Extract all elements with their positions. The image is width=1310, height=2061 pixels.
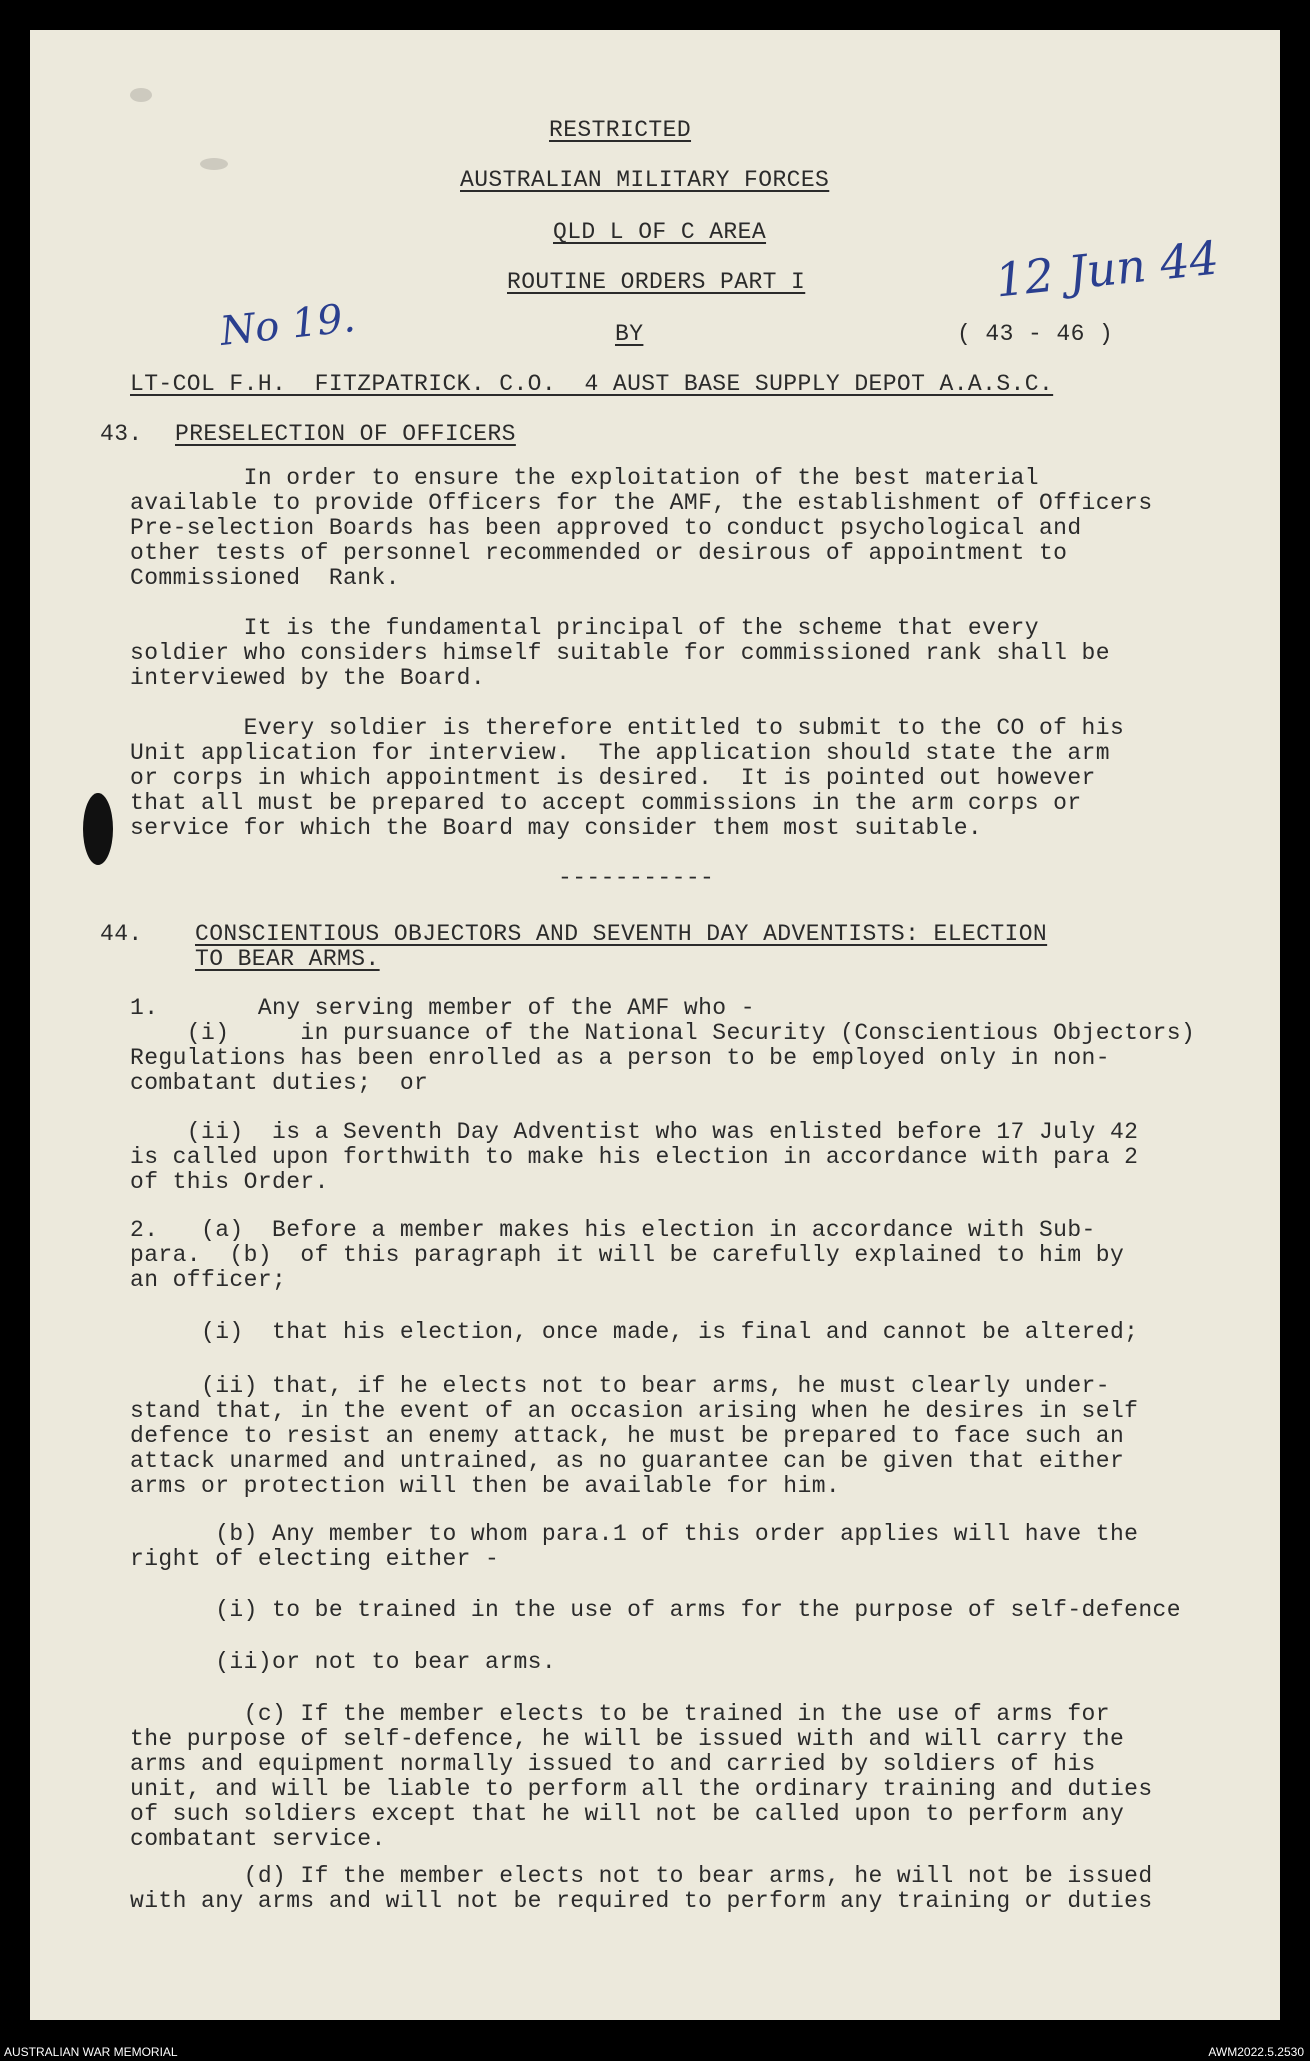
paragraph: (ii)or not to bear arms. — [130, 1649, 557, 1675]
paragraph: (d) If the member elects not to bear arms, he will not be issued with any arms and will not be required to perform any training or duties — [130, 1863, 1153, 1914]
handwritten-date: 12 Jun 44 — [992, 230, 1222, 308]
footer-id: AWM2022.5.2530 — [1208, 2045, 1304, 2059]
by-heading: BY — [615, 321, 644, 347]
section-43-number: 43. — [100, 421, 143, 447]
ink-mark — [200, 158, 228, 170]
paragraph: (b) Any member to whom para.1 of this order applies will have the right of electing either - — [130, 1521, 1139, 1572]
section-44-title: CONSCIENTIOUS OBJECTORS AND SEVENTH DAY ADVENTISTS: ELECTION — [195, 921, 1048, 947]
section-43-title: PRESELECTION OF OFFICERS — [175, 421, 516, 447]
paragraph: (ii) is a Seventh Day Adventist who was enlisted before 17 July 42 is called upon forthwith to make his election in accordance with para 2 of this Order. — [130, 1119, 1139, 1195]
document-page — [30, 30, 1280, 2020]
area-heading: QLD L OF C AREA — [553, 219, 767, 245]
paragraph: (i) that his election, once made, is final and cannot be altered; — [130, 1319, 1139, 1345]
footer-credit: AUSTRALIAN WAR MEMORIAL — [4, 2045, 178, 2059]
paragraph: In order to ensure the exploitation of the best material available to provide Officers for the AMF, the establishment of Officers Pre-selection Boards has been approved to conduct psychological and other tests of personnel recommended or desirous of appointment to Commissioned Rank. — [130, 465, 1153, 591]
section-divider: ----------- — [558, 865, 715, 891]
order-range: ( 43 - 46 ) — [957, 321, 1114, 347]
restricted-heading: RESTRICTED — [549, 117, 692, 143]
ink-blot — [83, 793, 113, 865]
paragraph: (ii) that, if he elects not to bear arms, he must clearly under- stand that, in the event of an occasion arising when he desires in self defence to resist an enemy attack, he must be prepared to face such an attack unarmed and untrained, as no guarantee can be given that either arms or protection will then be available for him. — [130, 1373, 1139, 1499]
paragraph: Every soldier is therefore entitled to submit to the CO of his Unit application for interview. The application should state the arm or corps in which appointment is desired. It is pointed out however that all must be prepared to accept commissions in the arm corps or service for which the Board may consider them most suitable. — [130, 715, 1125, 841]
paragraph: It is the fundamental principal of the scheme that every soldier who considers himself suitable for commissioned rank shall be interviewed by the Board. — [130, 615, 1110, 691]
paragraph: (c) If the member elects to be trained in the use of arms for the purpose of self-defence, he will be issued with and will carry the arms and equipment normally issued to and carried by soldiers of his unit, and will be liable to perform all the ordinary training and duties of such soldiers except that he will not be called upon to perform any combatant service. — [130, 1701, 1153, 1852]
paragraph: (i) to be trained in the use of arms for the purpose of self-defence — [130, 1597, 1181, 1623]
forces-heading: AUSTRALIAN MILITARY FORCES — [460, 167, 830, 193]
orders-heading: ROUTINE ORDERS PART I — [507, 269, 806, 295]
paragraph: 1. Any serving member of the AMF who - (i) in pursuance of the National Security (Conscientious Objectors) Regulations has been enrolled as a person to be employed only in non- combatant duties; or — [130, 995, 1196, 1096]
commander-line: LT-COL F.H. FITZPATRICK. C.O. 4 AUST BASE SUPPLY DEPOT A.A.S.C. — [130, 371, 1054, 397]
section-44-title-cont: TO BEAR ARMS. — [195, 946, 380, 972]
ink-mark — [130, 88, 152, 102]
handwritten-number: No 19. — [217, 295, 358, 355]
section-44-number: 44. — [100, 921, 143, 947]
paragraph: 2. (a) Before a member makes his election in accordance with Sub- para. (b) of this paragraph it will be carefully explained to him by an officer; — [130, 1217, 1125, 1293]
